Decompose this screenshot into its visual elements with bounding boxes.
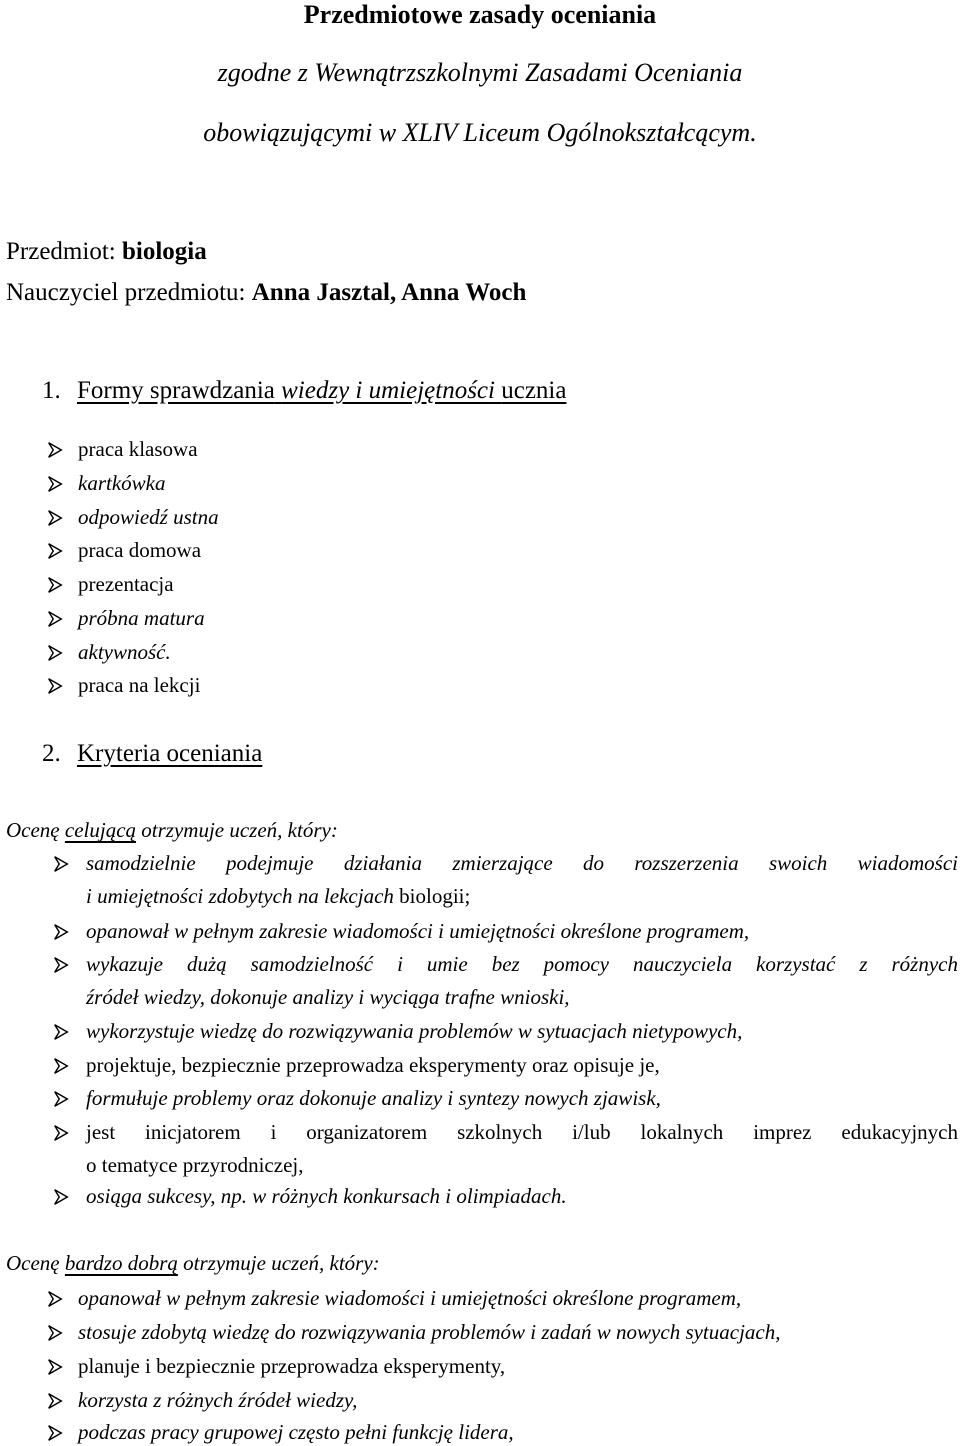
list-item-text-cont: źródeł wiedzy, dokonuje analizy i wyciąga trafne wnioski, (86, 985, 570, 1009)
list-item-text: aktywność. (78, 640, 171, 664)
list-item-text: praca klasowa (78, 437, 198, 461)
list-item (46, 1354, 946, 1380)
list-item (46, 1286, 946, 1312)
list-item-text: wykorzystuje wiedzę do rozwiązywania problemów w sytuacjach nietypowych, (86, 1019, 743, 1043)
list-item (46, 572, 446, 598)
arrow-bullet-icon (52, 956, 70, 974)
list-item-text: osiąga sukcesy, np. (86, 1184, 247, 1208)
teacher-line (6, 279, 526, 307)
section-1-title-c: ucznia (501, 377, 567, 404)
arrow-bullet-icon (46, 677, 64, 695)
grade-bardzo-dobra-intro (6, 1251, 380, 1276)
list-item (52, 919, 958, 945)
section-2-title: Kryteria oceniania (77, 740, 263, 767)
list-item-text-cont: o tematyce przyrodniczej, (86, 1153, 304, 1177)
document-subtitle-1: zgodne z Wewnątrzszkolnymi Zasadami Oceniania (217, 58, 743, 87)
list-item (46, 1420, 946, 1446)
list-item-text-cont-b: biologii; (399, 884, 471, 908)
arrow-bullet-icon (46, 1358, 64, 1376)
list-item-text: kartkówka (78, 471, 166, 495)
list-item-text: planuje i bezpiecznie przeprowadza eksperymenty, (78, 1354, 506, 1378)
list-item-text-cont: i umiejętności zdobytych na lekcjach (86, 884, 394, 908)
arrow-bullet-icon (46, 542, 64, 560)
list-item-text: korzysta z różnych źródeł wiedzy, (78, 1388, 358, 1412)
list-item-text: opanował w pełnym zakresie wiadomości i umiejętności określone programem, (78, 1286, 742, 1310)
subject-line (6, 238, 207, 266)
list-item-text: stosuje zdobytą wiedzę do rozwiązywania problemów i zadań w nowych sytuacjach, (78, 1320, 781, 1344)
arrow-bullet-icon (52, 1057, 70, 1075)
list-item (46, 471, 446, 497)
list-item (46, 606, 446, 632)
list-item-text-b: w różnych konkursach i olimpiadach. (252, 1184, 567, 1208)
teacher-label: Nauczyciel przedmiotu: (6, 279, 246, 306)
list-item (46, 1388, 946, 1414)
arrow-bullet-icon (46, 1324, 64, 1342)
list-item-text: prezentacja (78, 572, 174, 596)
section-2-number: 2. (42, 740, 61, 767)
list-item-text: praca na lekcji (78, 673, 201, 697)
arrow-bullet-icon (46, 1392, 64, 1410)
list-item (46, 437, 446, 463)
subject-value: biologia (121, 238, 207, 265)
grade-name: celującą (64, 818, 137, 842)
grade-intro-prefix: Ocenę (6, 818, 60, 842)
document-title: Przedmiotowe zasady oceniania (303, 0, 657, 29)
arrow-bullet-icon (46, 610, 64, 628)
list-item (46, 640, 446, 666)
list-item (46, 505, 446, 531)
subject-label: Przedmiot: (6, 238, 116, 265)
arrow-bullet-icon (52, 1090, 70, 1108)
section-1-heading (42, 377, 566, 405)
list-item (46, 673, 446, 699)
list-item-text: formułuje problemy oraz dokonuje analizy i syntezy nowych zjawisk, (86, 1086, 661, 1110)
arrow-bullet-icon (52, 855, 70, 873)
list-item (52, 952, 958, 1010)
grade-name: bardzo dobrą (64, 1251, 178, 1275)
section-2-heading (42, 740, 262, 768)
document-subtitle-2: obowiązującymi w XLIV Liceum Ogólnokształcącym. (203, 118, 757, 147)
list-item-text: odpowiedź ustna (78, 505, 219, 529)
list-item (52, 1184, 958, 1210)
list-item (46, 538, 446, 564)
grade-celujaca-intro (6, 818, 338, 843)
section-1-title-a: Formy sprawdzania (77, 377, 275, 404)
arrow-bullet-icon (46, 509, 64, 527)
grade-intro-suffix: otrzymuje uczeń, który: (183, 1251, 380, 1275)
list-item (52, 1086, 958, 1112)
arrow-bullet-icon (46, 1290, 64, 1308)
arrow-bullet-icon (52, 923, 70, 941)
list-item (52, 1053, 958, 1079)
list-item (46, 1320, 946, 1346)
section-1-number: 1. (42, 377, 61, 404)
arrow-bullet-icon (52, 1124, 70, 1142)
list-item-text: próbna matura (78, 606, 205, 630)
arrow-bullet-icon (52, 1188, 70, 1206)
arrow-bullet-icon (46, 1424, 64, 1442)
list-item-text: samodzielnie podejmuje działania zmierzające do rozszerzenia swoich wiadomości (86, 851, 958, 875)
list-item-text: praca domowa (78, 538, 202, 562)
arrow-bullet-icon (52, 1023, 70, 1041)
list-item-text: projektuje, bezpiecznie przeprowadza eksperymenty oraz opisuje je, (86, 1053, 660, 1077)
teacher-value: Anna Jasztal, Anna Woch (251, 279, 527, 306)
arrow-bullet-icon (46, 441, 64, 459)
section-1-title-b: wiedzy i umiejętności (281, 377, 495, 404)
grade-intro-suffix: otrzymuje uczeń, który: (141, 818, 338, 842)
list-item (52, 1120, 958, 1178)
list-item-text: jest inicjatorem i organizatorem szkolnych i/lub lokalnych imprez edukacyjnych (86, 1120, 958, 1144)
list-item-text: podczas pracy grupowej często pełni funkcję lidera, (78, 1420, 514, 1444)
grade-intro-prefix: Ocenę (6, 1251, 60, 1275)
list-item (52, 1019, 958, 1045)
list-item-text: opanował w pełnym zakresie wiadomości i umiejętności określone programem, (86, 919, 750, 943)
arrow-bullet-icon (46, 576, 64, 594)
list-item (52, 851, 958, 909)
arrow-bullet-icon (46, 644, 64, 662)
arrow-bullet-icon (46, 475, 64, 493)
list-item-text: wykazuje dużą samodzielność i umie bez pomocy nauczyciela korzystać z różnych (86, 952, 958, 976)
